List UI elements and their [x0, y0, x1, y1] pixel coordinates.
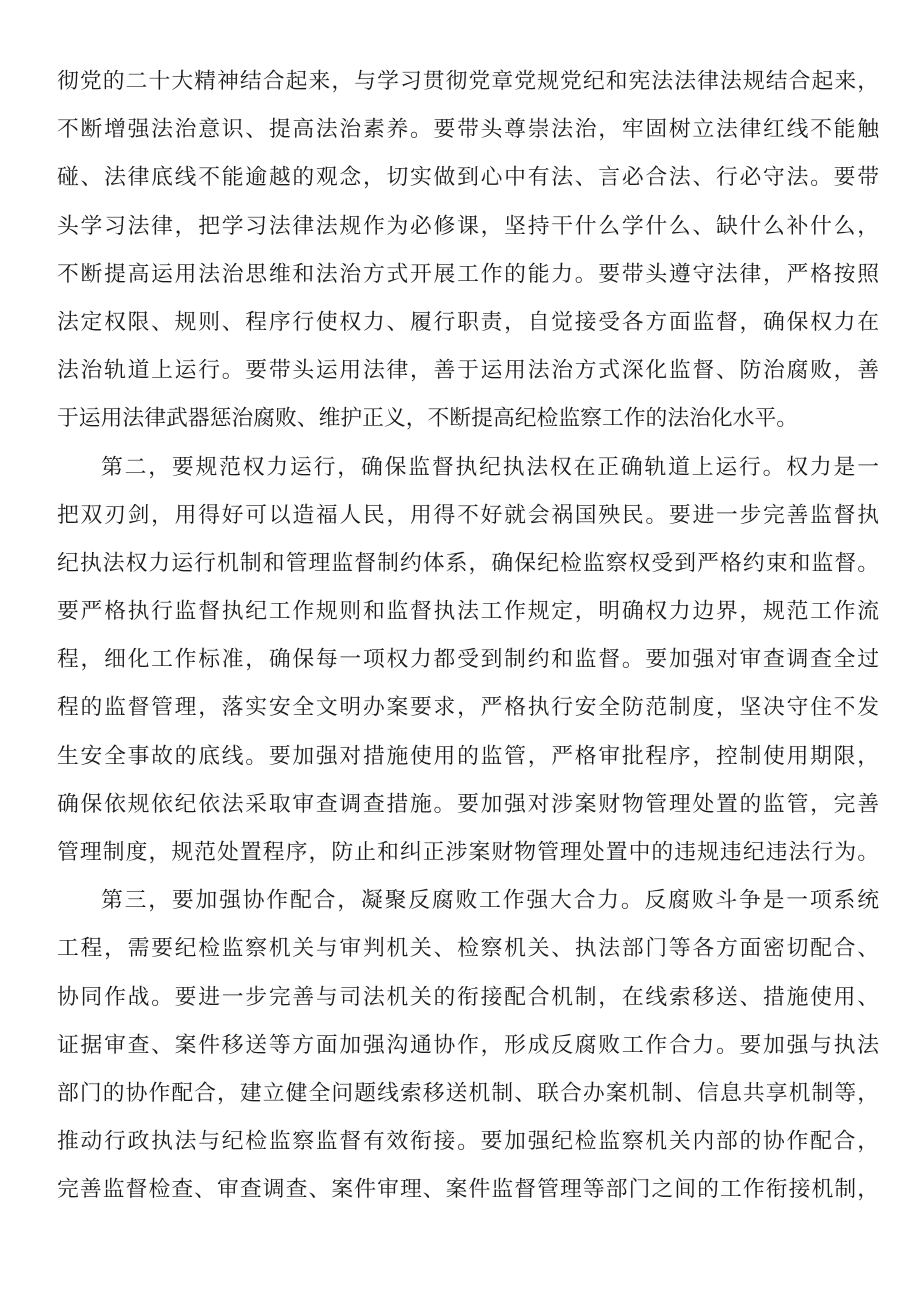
text-line: 程，细化工作标准，确保每一项权力都受到制约和监督。要加强对审查调查全过 — [57, 647, 879, 673]
text-line: 推动行政执法与纪检监察监督有效衔接。要加强纪检监察机关内部的协作配合， — [57, 1129, 879, 1155]
text-line: 协同作战。要进一步完善与司法机关的衔接配合机制，在线索移送、措施使用、 — [57, 984, 879, 1010]
text-line: 生安全事故的底线。要加强对措施使用的监管，严格审批程序，控制使用期限， — [57, 743, 879, 769]
text-line: 第三，要加强协作配合，凝聚反腐败工作强大合力。反腐败斗争是一项系统 — [101, 888, 879, 914]
text-line: 法定权限、规则、程序行使权力、履行职责，自觉接受各方面监督，确保权力在 — [57, 309, 879, 335]
text-line: 彻党的二十大精神结合起来，与学习贯彻党章党规党纪和宪法法律法规结合起来， — [57, 69, 879, 94]
text-line: 要严格执行监督执纪工作规则和监督执法工作规定，明确权力边界，规范工作流 — [57, 599, 879, 625]
text-line: 不断提高运用法治思维和法治方式开展工作的能力。要带头遵守法律，严格按照 — [57, 261, 879, 287]
document-body — [57, 58, 879, 1215]
text-line: 不断增强法治意识、提高法治素养。要带头尊崇法治，牢固树立法律红线不能触 — [57, 117, 879, 143]
text-line: 纪执法权力运行机制和管理监督制约体系，确保纪检监察权受到严格约束和监督。 — [57, 550, 879, 576]
text-line: 于运用法律武器惩治腐败、维护正义，不断提高纪检监察工作的法治化水平。 — [57, 406, 799, 432]
text-line: 完善监督检查、审查调查、案件审理、案件监督管理等部门之间的工作衔接机制， — [57, 1177, 879, 1203]
text-line: 碰、法律底线不能逾越的观念，切实做到心中有法、言必合法、行必守法。要带 — [57, 165, 879, 191]
text-line: 把双刃剑，用得好可以造福人民，用得不好就会祸国殃民。要进一步完善监督执 — [57, 502, 879, 528]
text-line: 法治轨道上运行。要带头运用法律，善于运用法治方式深化监督、防治腐败，善 — [57, 358, 879, 384]
text-line: 头学习法律，把学习法律法规作为必修课，坚持干什么学什么、缺什么补什么， — [57, 213, 879, 239]
text-line: 管理制度，规范处置程序，防止和纠正涉案财物管理处置中的违规违纪违法行为。 — [57, 840, 879, 865]
text-line: 第二，要规范权力运行，确保监督执纪执法权在正确轨道上运行。权力是一 — [101, 454, 879, 480]
text-line: 工程，需要纪检监察机关与审判机关、检察机关、执法部门等各方面密切配合、 — [57, 936, 879, 962]
text-line: 确保依规依纪依法采取审查调查措施。要加强对涉案财物管理处置的监管，完善 — [57, 791, 879, 817]
text-line: 证据审查、案件移送等方面加强沟通协作，形成反腐败工作合力。要加强与执法 — [57, 1032, 879, 1058]
text-line: 程的监督管理，落实安全文明办案要求，严格执行安全防范制度，坚决守住不发 — [57, 695, 879, 721]
text-line: 部门的协作配合，建立健全问题线索移送机制、联合办案机制、信息共享机制等， — [57, 1080, 879, 1106]
